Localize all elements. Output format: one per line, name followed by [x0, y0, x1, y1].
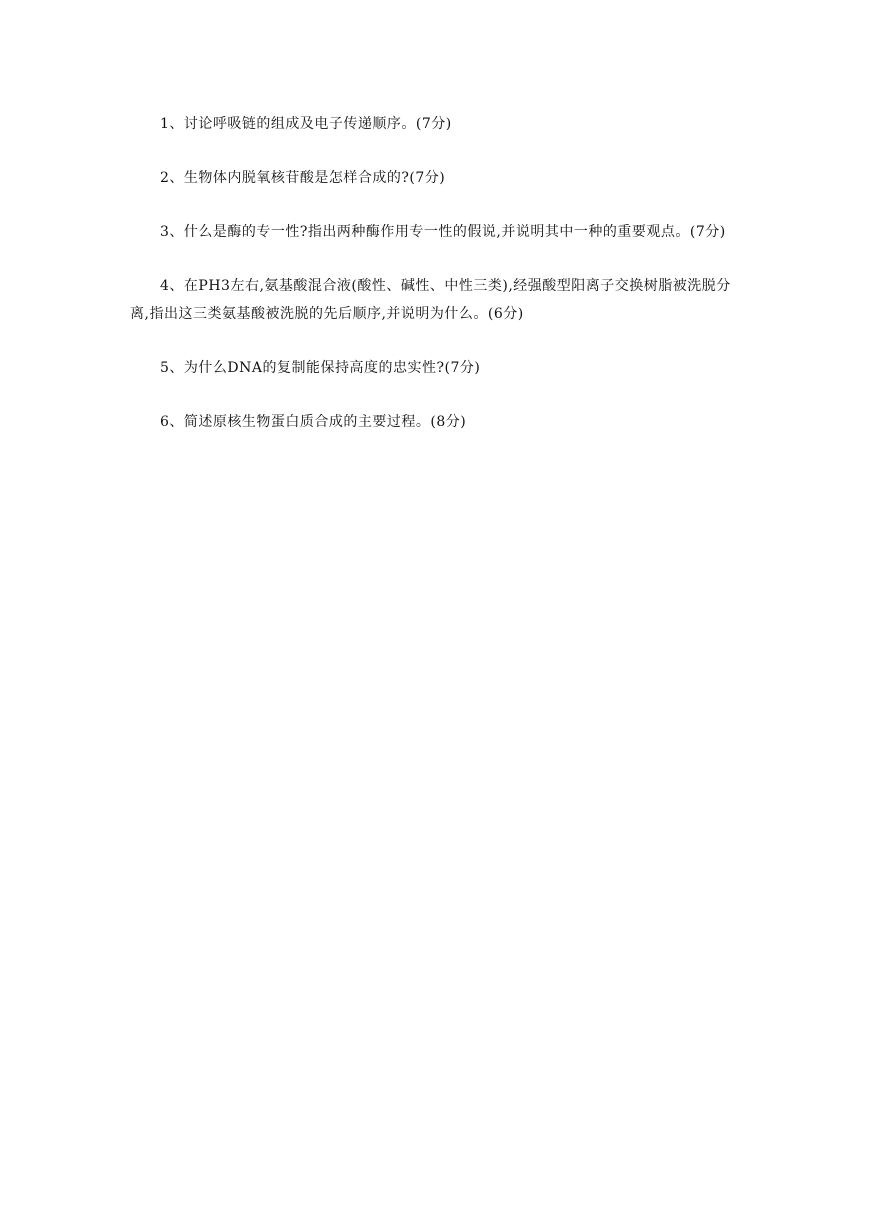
question-list — [130, 110, 745, 436]
question-5: 5、为什么DNA的复制能保持高度的忠实性?(7分) — [160, 360, 481, 376]
question-6: 6、简述原核生物蛋白质合成的主要过程。(8分) — [160, 414, 467, 430]
question-2: 2、生物体内脱氧核苷酸是怎样合成的?(7分) — [160, 170, 446, 186]
question-4: 4、在PH3左右,氨基酸混合液(酸性、碱性、中性三类),经强酸型阳离子交换树脂被洗脱分离,指出这三类氨基酸被洗脱的先后顺序,并说明为什么。(6分) — [130, 278, 731, 322]
question-3: 3、什么是酶的专一性?指出两种酶作用专一性的假说,并说明其中一种的重要观点。(7分) — [160, 224, 726, 240]
question-1: 1、讨论呼吸链的组成及电子传递顺序。(7分) — [160, 116, 452, 132]
